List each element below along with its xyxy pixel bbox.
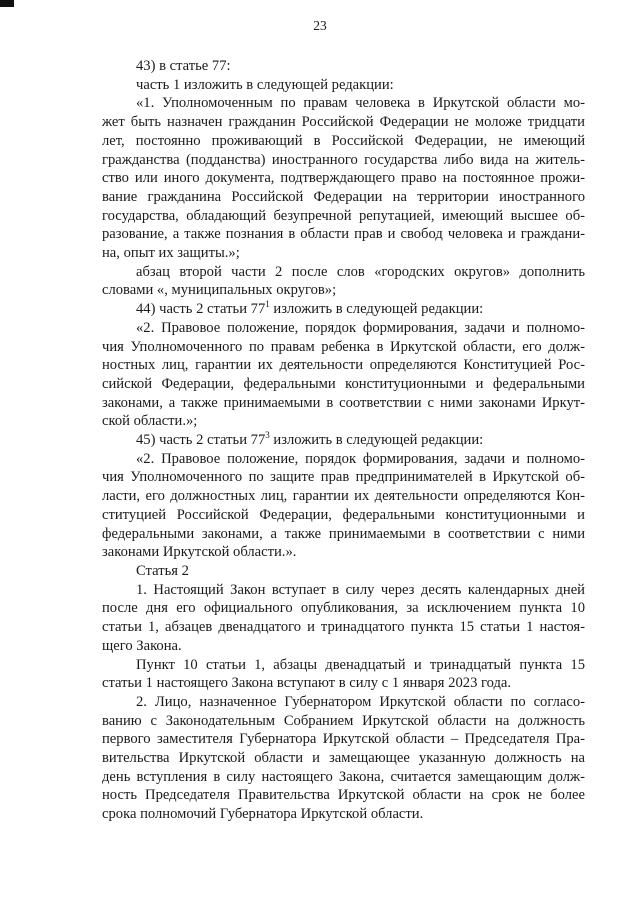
text-line: статьи 1, абзацев двенадцатого и тринадцатого пункта 15 статьи 1 настоя- [102, 619, 585, 636]
text-line: день вступления в силу настоящего Закона, считается замещающим долж- [102, 768, 585, 785]
text-line: ностных лиц, гарантии их деятельности определяются Конституцией Рос- [102, 357, 585, 374]
text-line: абзац второй части 2 после слов «городских округов» дополнить [136, 263, 585, 280]
text-line: гражданства (подданства) иностранного государства либо вида на житель- [102, 151, 585, 168]
document-body [102, 57, 585, 824]
item-43-instruction-text: часть 1 изложить в следующей редакции: [136, 76, 394, 93]
text-line: 1. Настоящий Закон вступает в силу через десять календарных дней [136, 581, 585, 598]
text-line: вительства Иркутской области и замещающее указанную должность на [102, 750, 585, 767]
item-44-title-pre: 44) часть 2 статьи 77 [136, 301, 266, 318]
text-line: государства, обладающий безупречной репутацией, имеющий высшее об- [102, 207, 585, 224]
text-line: вание гражданина Российской Федерации на территории иностранного [102, 188, 585, 205]
text-line: «1. Уполномоченным по правам человека в Иркутской области мо- [136, 95, 585, 112]
item-43-title-text: 43) в статье 77: [136, 58, 231, 74]
item-43-instruction [102, 76, 585, 95]
item-44-title-post: изложить в следующей редакции: [269, 301, 484, 318]
text-line: первого заместителя Губернатора Иркутской области – Председателя Пра- [102, 731, 585, 748]
item-44-title [102, 300, 585, 319]
text-line: ство или иного документа, подтверждающего право на постоянное прожи- [102, 170, 585, 187]
text-line: жет быть назначен гражданин Российской Федерации не моложе тридцати [102, 114, 585, 131]
page-number: 23 [313, 18, 327, 33]
scan-corner-mark [0, 0, 14, 7]
text-line: Пункт 10 статьи 1, абзацы двенадцатый и тринадцатый пункта 15 [136, 656, 585, 673]
text-line: «2. Правовое положение, порядок формирования, задачи и полномо- [136, 450, 585, 467]
text-line: словами «, муниципальных округов»; [102, 282, 337, 299]
text-line: законами Иркутской области.». [102, 544, 297, 561]
item-45-title-line [102, 431, 585, 450]
text-line: 2. Лицо, назначенное Губернатором Иркутской области по согласо- [136, 693, 585, 710]
text-line: на, опыт их защиты.»; [102, 245, 240, 262]
article-2-paragraph-2 [102, 656, 585, 693]
item-43-abzac [102, 263, 585, 300]
article-2-heading [102, 562, 585, 581]
text-line: ституцией Российской Федерации, федеральными конституционными и [102, 506, 585, 523]
text-line: чия Уполномоченного по правам ребенка в Иркутской области, его долж- [102, 338, 585, 355]
article-2-paragraph-3 [102, 693, 585, 824]
text-line: щего Закона. [102, 637, 182, 654]
article-2-paragraph-1 [102, 581, 585, 656]
article-2-heading-text: Статья 2 [136, 562, 189, 579]
text-line: после дня его официального опубликования, за исключением пункта 10 [102, 600, 585, 617]
item-44-quote [102, 319, 585, 431]
text-line: статьи 1 настоящего Закона вступают в силу с 1 января 2023 года. [102, 675, 512, 692]
item-45-title [102, 431, 585, 450]
item-44-title-line [102, 300, 585, 319]
text-line: сийской Федерации, федеральными конституционными и федеральными [102, 375, 585, 392]
text-line: ской области.»; [102, 413, 198, 430]
item-45-title-post: изложить в следующей редакции: [269, 432, 484, 449]
text-line: чия Уполномоченного по защите прав предпринимателей в Иркутской об- [102, 469, 585, 486]
item-45-quote [102, 450, 585, 562]
item-43-title [102, 57, 585, 76]
text-line: «2. Правовое положение, порядок формирования, задачи и полномо- [136, 319, 585, 336]
text-line: срока полномочий Губернатора Иркутской области. [102, 806, 424, 823]
text-line: федеральными законами, а также принимаемыми в соответствии с ними [102, 525, 585, 542]
item-44-title-sup: 1 [265, 299, 270, 310]
text-line: законами, а также принимаемыми в соответствии с ними законами Иркут- [102, 394, 585, 411]
item-43-quote [102, 94, 585, 262]
text-line: лет, постоянно проживающий в Российской Федерации, не имеющий [102, 132, 585, 149]
text-line: ванию с Законодательным Собранием Иркутской области на должность [102, 712, 585, 729]
text-line: разование, а также познания в области прав и свобод человека и граждани- [102, 226, 585, 243]
item-45-title-pre: 45) часть 2 статьи 77 [136, 432, 266, 449]
text-line: ласти, его должностных лиц, гарантии их деятельности определяются Кон- [102, 488, 585, 505]
item-45-title-sup: 3 [265, 430, 270, 441]
text-line: ность Председателя Правительства Иркутской области на срок не более [102, 787, 585, 804]
